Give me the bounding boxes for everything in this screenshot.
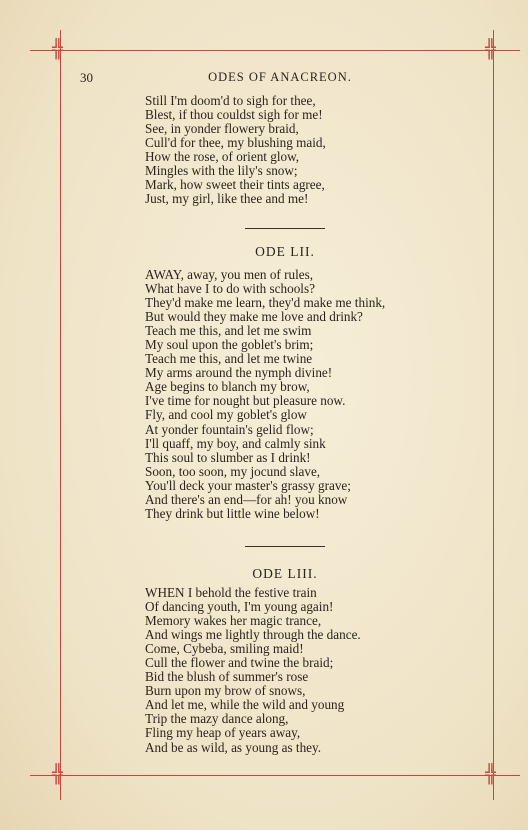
top-rule <box>30 50 520 51</box>
verse-line: Of dancing youth, I'm young again! <box>145 599 334 615</box>
verse-line: And let me, while the wild and young <box>145 697 345 713</box>
verse-line: Teach me this, and let me swim <box>145 323 312 339</box>
bottom-rule <box>30 775 520 776</box>
verse-line: Age begins to blanch my brow, <box>145 379 310 395</box>
verse-line: You'll deck your master's grassy grave; <box>145 477 351 493</box>
verse-line: And be as wild, as young as they. <box>145 739 322 755</box>
verse-line: Just, my girl, like thee and me! <box>145 191 309 207</box>
cross-ornament-icon: ╬ <box>485 39 496 60</box>
cross-ornament-icon: ╬ <box>52 764 63 785</box>
verse-line: See, in yonder flowery braid, <box>145 121 299 137</box>
ode-52-title: ODE LII. <box>255 244 315 259</box>
verse-line: And wings me lightly through the dance. <box>145 627 361 643</box>
verse-line: Trip the mazy dance along, <box>145 711 289 727</box>
verse-line: Cull the flower and twine the braid; <box>145 655 334 671</box>
verse-line: This soul to slumber as I drink! <box>145 449 311 465</box>
right-rule <box>493 30 494 800</box>
verse-line: Come, Cybeba, smiling maid! <box>145 641 304 657</box>
verse-line: Teach me this, and let me twine <box>145 351 313 367</box>
verse-line: I'll quaff, my boy, and calmly sink <box>145 435 326 451</box>
verse-line: What have I to do with schools? <box>145 281 315 297</box>
verse-line: I've time for nought but pleasure now. <box>145 393 346 409</box>
cross-ornament-icon: ╬ <box>485 764 496 785</box>
verse-line: Mingles with the lily's snow; <box>145 163 298 179</box>
section-divider <box>245 228 325 229</box>
verse-line: Bid the blush of summer's rose <box>145 669 309 685</box>
verse-line: Still I'm doom'd to sigh for thee, <box>145 93 316 108</box>
verse-line: WHEN I behold the festive train <box>145 585 317 600</box>
verse-line: Cull'd for thee, my blushing maid, <box>145 135 326 151</box>
stanza-continuation <box>145 94 326 206</box>
verse-line: Fling my heap of years away, <box>145 725 301 741</box>
verse-line: At yonder fountain's gelid flow; <box>145 421 314 437</box>
cross-ornament-icon: ╬ <box>52 39 63 60</box>
verse-line: They drink but little wine below! <box>145 505 320 521</box>
page-number: 30 <box>80 70 93 85</box>
verse-line: My soul upon the goblet's brim; <box>145 337 314 353</box>
section-divider <box>245 546 325 547</box>
running-title: ODES OF ANACREON. <box>208 70 352 84</box>
verse-line: And there's an end—for ah! you know <box>145 491 348 507</box>
verse-line: AWAY, away, you men of rules, <box>145 267 314 282</box>
verse-line: Blest, if thou couldst sigh for me! <box>145 107 323 123</box>
verse-line: Memory wakes her magic trance, <box>145 613 322 629</box>
ode-53-title: ODE LIII. <box>252 566 318 581</box>
verse-line: Burn upon my brow of snows, <box>145 683 306 699</box>
verse-line: How the rose, of orient glow, <box>145 149 300 165</box>
ode-52-stanza <box>145 268 385 521</box>
ode-53-stanza <box>145 586 361 755</box>
verse-line: Mark, how sweet their tints agree, <box>145 177 325 193</box>
verse-line: Fly, and cool my goblet's glow <box>145 407 307 423</box>
verse-line: My arms around the nymph divine! <box>145 365 333 381</box>
left-rule <box>60 30 61 800</box>
verse-line: But would they make me love and drink? <box>145 309 363 325</box>
verse-line: Soon, too soon, my jocund slave, <box>145 463 321 479</box>
verse-line: They'd make me learn, they'd make me think, <box>145 295 386 311</box>
